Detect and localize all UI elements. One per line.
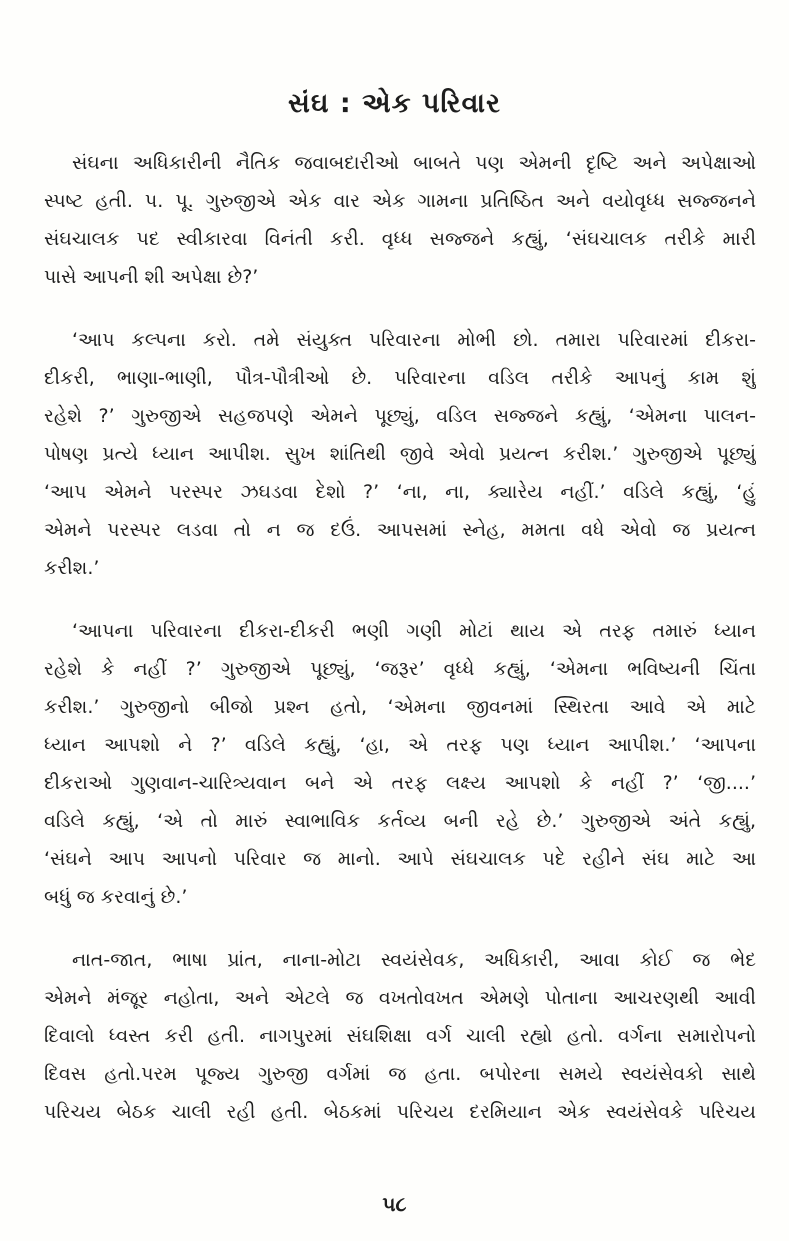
text-line: દીકરી, ભાણા-ભાણી, પૌત્ર-પૌત્રીઓ છે. પરિવારના વડિલ તરીકે આપનું કામ શું bbox=[44, 367, 756, 389]
text-line: સંઘચાલક પદ સ્વીકારવા વિનંતી કરી. વૃધ્ધ સજ્જને કહ્યું, ‘સંઘચાલક તરીકે મારી bbox=[44, 228, 756, 250]
text-line: એમને પરસ્પર લડવા તો ન જ દઉં. આપસમાં સ્નેહ, મમતા વધે એવો જ પ્રયત્ન bbox=[44, 519, 756, 541]
text-line: કરીશ.’ ગુરુજીનો બીજો પ્રશ્ન હતો, ‘એમના જીવનમાં સ્થિરતા આવે એ માટે bbox=[44, 696, 756, 718]
text-line: ‘આપ કલ્પના કરો. તમે સંયુક્ત પરિવારના મોભી છો. તમારા પરિવારમાં દીકરા- bbox=[72, 329, 756, 351]
text-line: ‘આપના પરિવારના દીકરા-દીકરી ભણી ગણી મોટાં થાય એ તરફ તમારું ધ્યાન bbox=[72, 620, 756, 642]
page-number: ૫૮ bbox=[382, 1192, 407, 1216]
text-line: ધ્યાન આપશો ને ?’ વડિલે કહ્યું, ‘હા, એ તરફ પણ ધ્યાન આપીશ.’ ‘આપના bbox=[44, 734, 756, 756]
text-line: દીકરાઓ ગુણવાન-ચારિત્ર્યવાન બને એ તરફ લક્ષ્ય આપશો કે નહીં ?’ ‘જી....’ bbox=[44, 772, 756, 794]
text-line: સંઘના અધિકારીની નૈતિક જવાબદારીઓ બાબતે પણ એમની દૃષ્ટિ અને અપેક્ષાઓ bbox=[72, 152, 756, 174]
text-line: નાત-જાત, ભાષા પ્રાંત, નાના-મોટા સ્વયંસેવક, અધિકારી, આવા કોઈ જ ભેદ bbox=[72, 949, 756, 971]
text-line: દિવાલો ધ્વસ્ત કરી હતી. નાગપુરમાં સંઘશિક્ષા વર્ગ ચાલી રહ્યો હતો. વર્ગના સમારોપનો bbox=[44, 1025, 756, 1047]
text-line: એમને મંજૂર નહોતા, અને એટલે જ વખતોવખત એમણે પોતાના આચરણથી આવી bbox=[44, 987, 756, 1009]
text-line: બધું જ કરવાનું છે.’ bbox=[44, 886, 188, 908]
text-line: સ્પષ્ટ હતી. પ. પૂ. ગુરુજીએ એક વાર એક ગામના પ્રતિષ્ઠિત અને વયોવૃધ્ધ સજ્જનને bbox=[44, 190, 756, 212]
text-line: રહેશે કે નહીં ?’ ગુરુજીએ પૂછ્યું, ‘જરૂર’ વૃધ્ધે કહ્યું, ‘એમના ભવિષ્યની ચિંતા bbox=[44, 658, 756, 680]
page-title: સંઘ : એક પરિવાર bbox=[287, 88, 502, 119]
text-line: દિવસ હતો.પરમ પૂજ્ય ગુરુજી વર્ગમાં જ હતા. બપોરના સમયે સ્વયંસેવકો સાથે bbox=[44, 1063, 756, 1085]
text-line: રહેશે ?’ ગુરુજીએ સહજપણે એમને પૂછ્યું, વડિલ સજ્જને કહ્યું, ‘એમના પાલન- bbox=[44, 405, 756, 427]
text-line: ‘આપ એમને પરસ્પર ઝઘડવા દેશો ?’ ‘ના, ના, ક્યારેય નહીં.’ વડિલે કહ્યું, ‘હું bbox=[44, 481, 756, 503]
text-line: કરીશ.’ bbox=[44, 557, 100, 579]
text-line: પોષણ પ્રત્યે ધ્યાન આપીશ. સુખ શાંતિથી જીવે એવો પ્રયત્ન કરીશ.’ ગુરુજીએ પૂછ્યું bbox=[44, 443, 756, 465]
text-line: વડિલે કહ્યું, ‘એ તો મારું સ્વાભાવિક કર્તવ્ય બની રહે છે.’ ગુરુજીએ અંતે કહ્યું, bbox=[44, 810, 756, 832]
text-line: પરિચય બેઠક ચાલી રહી હતી. બેઠકમાં પરિચય દરમિયાન એક સ્વયંસેવકે પરિચય bbox=[44, 1101, 756, 1123]
text-line: પાસે આપની શી અપેક્ષા છે?’ bbox=[44, 266, 259, 288]
text-line: ‘સંઘને આપ આપનો પરિવાર જ માનો. આપે સંઘચાલક પદે રહીને સંઘ માટે આ bbox=[44, 848, 756, 870]
